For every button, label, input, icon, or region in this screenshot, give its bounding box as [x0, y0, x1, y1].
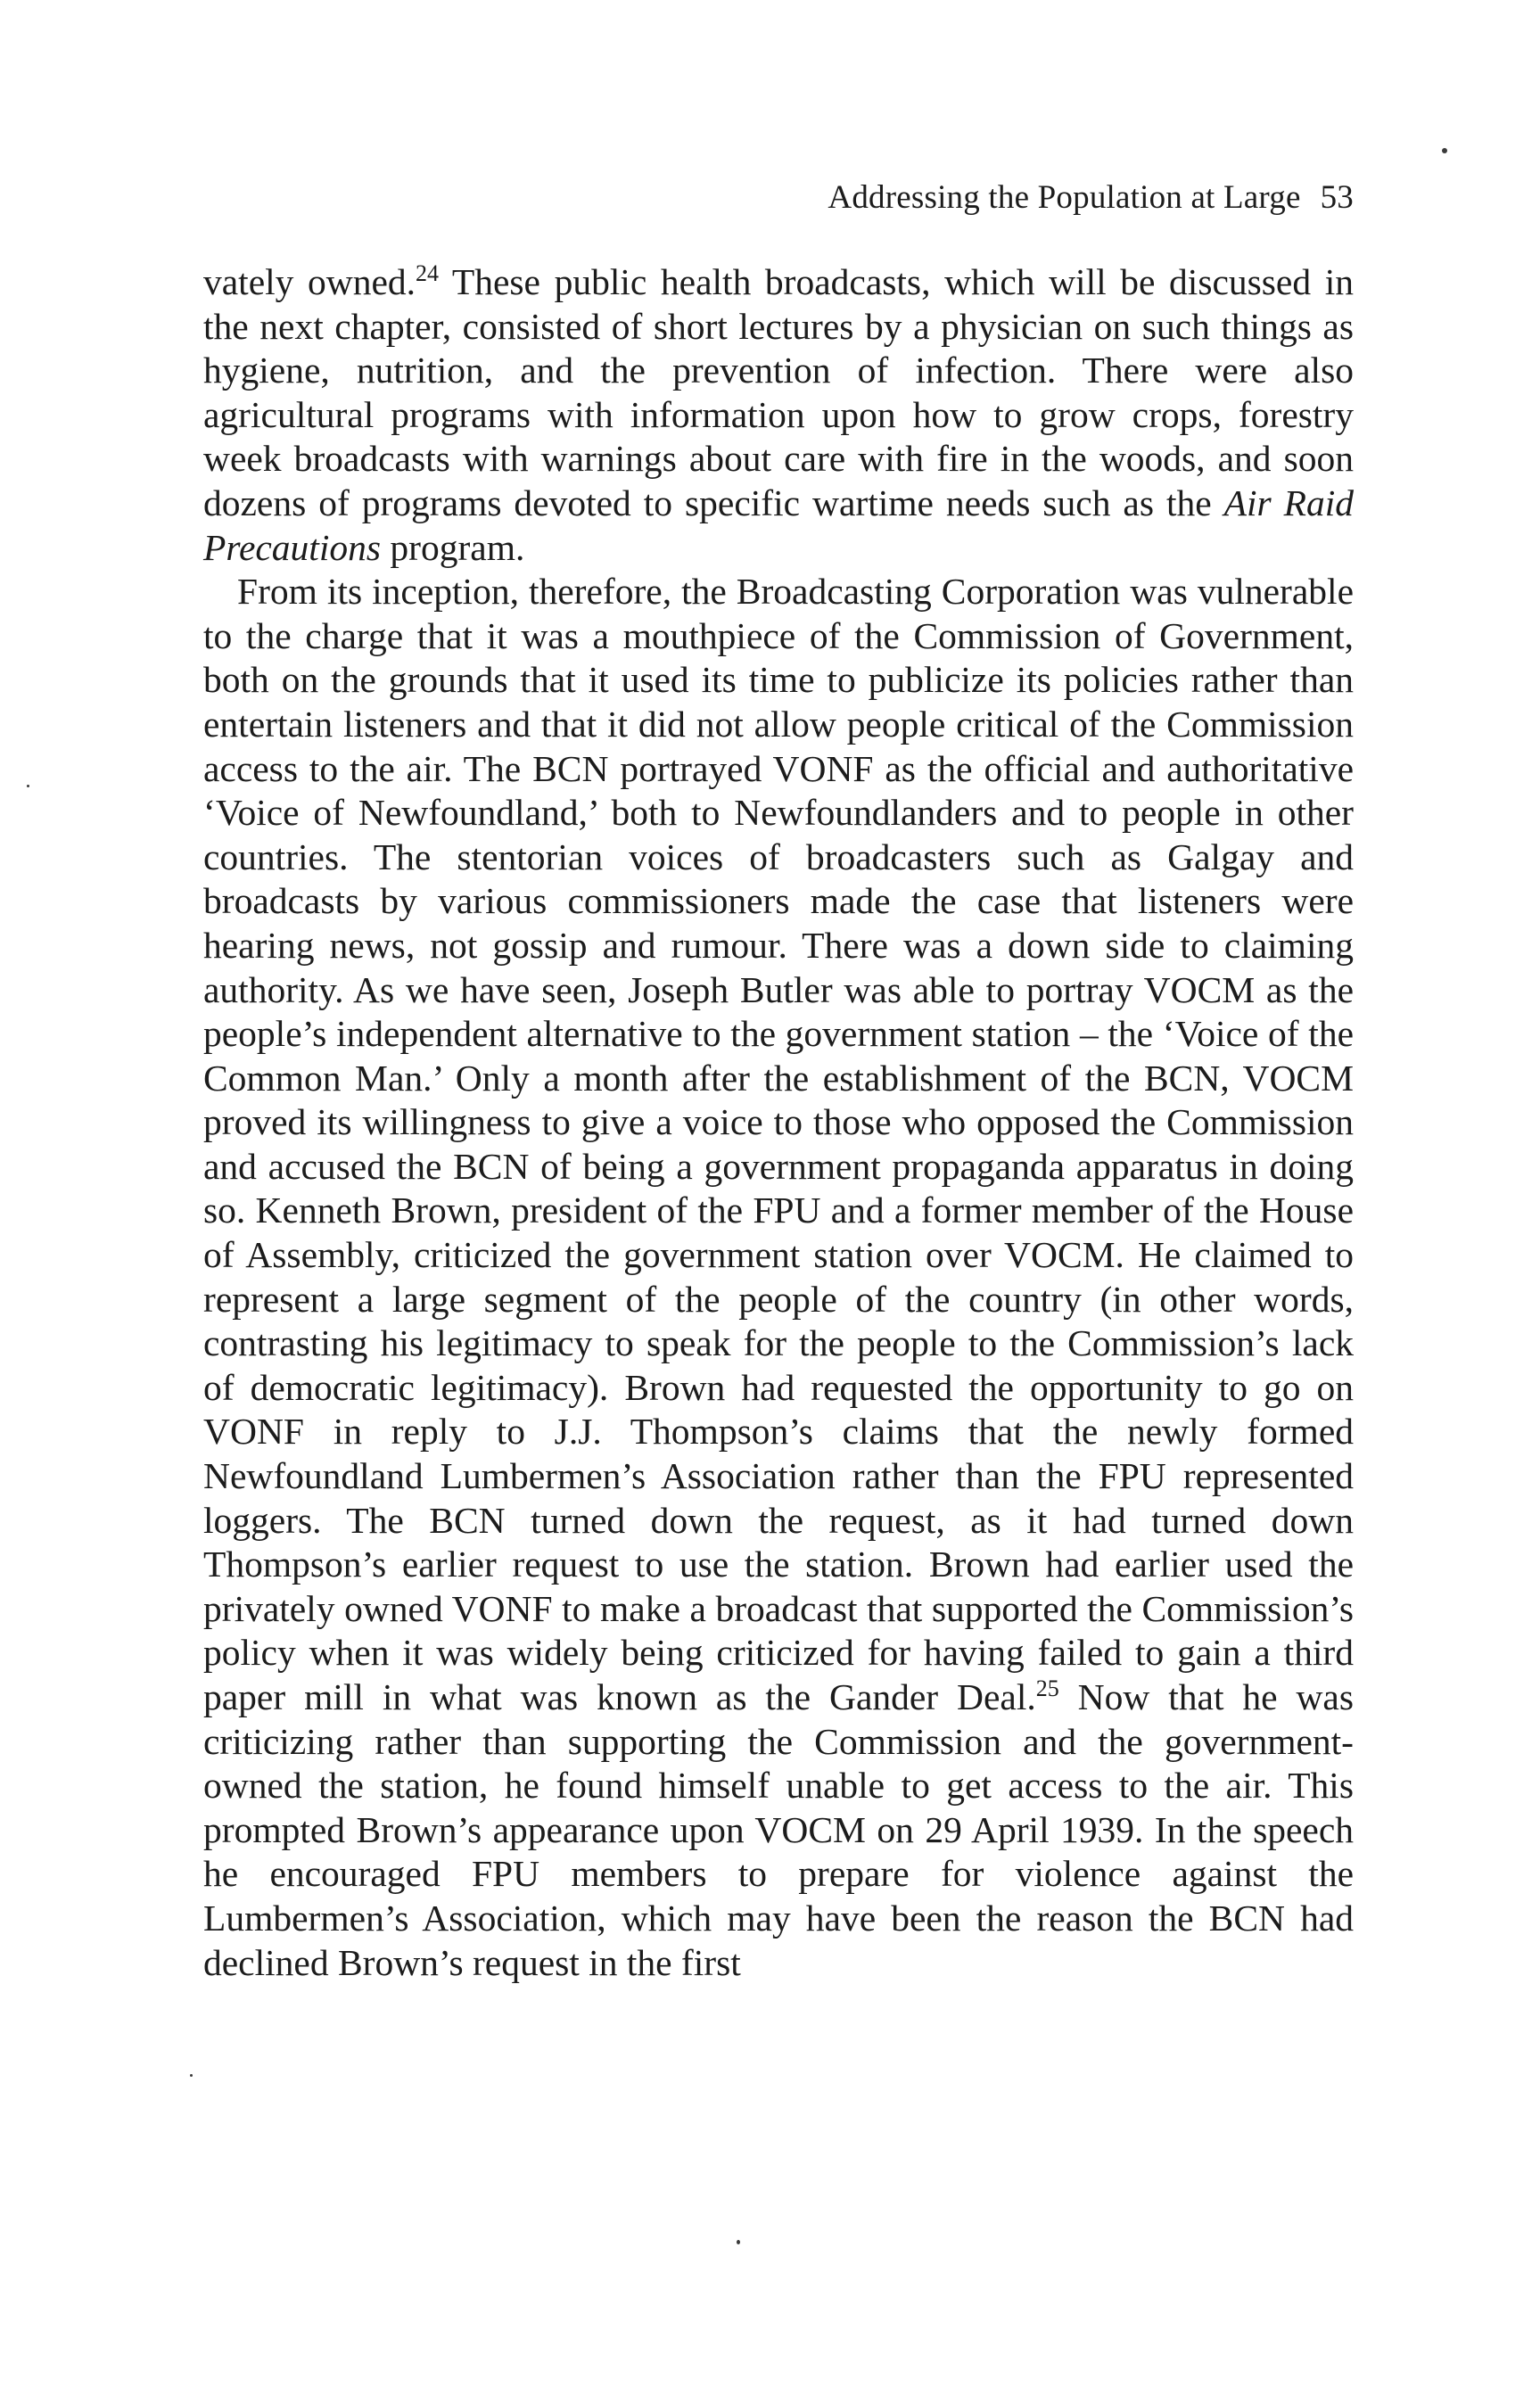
footnote-ref-24: 24 [416, 260, 440, 287]
running-title: Addressing the Population at Large [828, 179, 1301, 216]
scan-speck [190, 2074, 193, 2077]
scan-speck [737, 2240, 740, 2244]
paragraph-1-text-end: program. [381, 526, 525, 568]
body-text [203, 260, 1354, 1985]
paragraph-1-text-middle: These public health broadcasts, which will be discussed in the next chapter, consisted of short lectures by a physician on such things as hygiene, nutrition, and the prevention of infection. There were also agricultural programs with information upon how to grow crops, forestry week broadcasts with warnings about care with fire in the woods, and soon dozens of programs devoted to specific wartime needs such as the [203, 261, 1354, 523]
footnote-ref-25: 25 [1035, 1675, 1059, 1702]
scan-speck [27, 785, 29, 787]
paragraph-2-text-start: From its inception, therefore, the Broadcasting Corporation was vulnerable to the charge that it was a mouthpiece of the Commission of Government, both on the grounds that it used its time to publicize its policies rather than entertain listeners and that it did not allow people critical of the Commission access to the air. The BCN portrayed VONF as the official and authoritative ‘Voice of Newfoundland,’ both to Newfoundlanders and to people in other countries. The stentorian voices of broadcasters such as Galgay and broadcasts by various commissioners made the case that listeners were hearing news, not gossip and rumour. There was a down side to claiming authority. As we have seen, Joseph Butler was able to portray VOCM as the people’s independent alternative to the government station – the ‘Voice of the Common Man.’ Only a month after the establishment of the BCN, VOCM proved its willingness to give a voice to those who opposed the Commission and accused the BCN of being a government propaganda apparatus in doing so. Kenneth Brown, president of the FPU and a former member of the House of Assembly, criticized the government station over VOCM. He claimed to represent a large segment of the people of the country (in other words, contrasting his legitimacy to speak for the people to the Commission’s lack of democratic legitimacy). Brown had requested the opportunity to go on VONF in reply to J.J. Thompson’s claims that the newly formed Newfoundland Lumbermen’s Association rather than the FPU represented loggers. The BCN turned down the request, as it had turned down Thompson’s earlier request to use the station. Brown had earlier used the privately owned VONF to make a broadcast that supported the Commission’s policy when it was widely being criticized for having failed to gain a third paper mill in what was known as the Gander Deal. [203, 571, 1354, 1717]
paragraph-1 [203, 260, 1354, 570]
running-head [203, 178, 1354, 217]
scan-speck [1442, 148, 1447, 153]
paragraph-1-text-start: vately owned. [203, 261, 416, 302]
program-title: Air Raid Precautions [203, 482, 1354, 568]
paragraph-2 [203, 570, 1354, 1985]
paragraph-2-text-end: Now that he was criticizing rather than supporting the Commission and the government-owned the station, he found himself unable to get access to the air. This prompted Brown’s appearance upon VOCM on 29 April 1939. In the speech he encouraged FPU members to prepare for violence against the Lumbermen’s Association, which may have been the reason the BCN had declined Brown’s request in the first [203, 1676, 1354, 1983]
page-number: 53 [1320, 179, 1354, 216]
